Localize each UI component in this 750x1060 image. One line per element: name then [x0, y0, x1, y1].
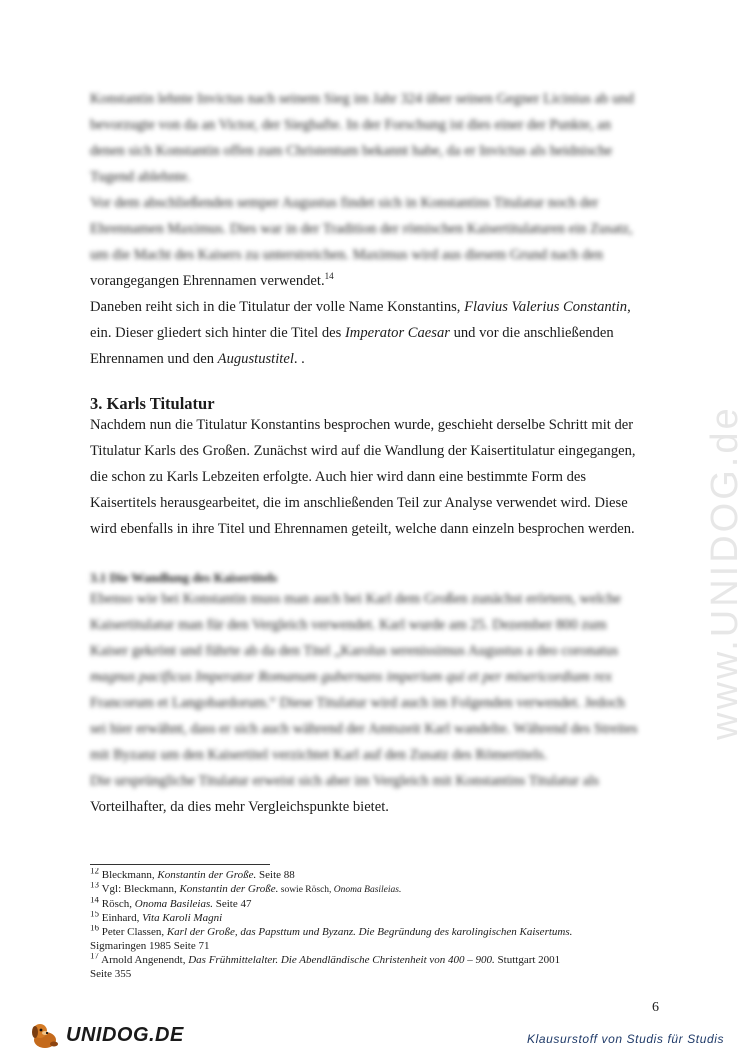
- blurred-line: denen sich Konstantin offen zum Christentum bekannt habe, da er Invictus als heidnische: [90, 143, 613, 159]
- text-span: ein. Dieser gliedert sich hinter die Titel des: [90, 325, 345, 341]
- blurred-subsection-body: [90, 586, 660, 820]
- italic-span: Onoma Basileias.: [134, 898, 213, 910]
- tagline: Klausurstoff von Studis für Studis: [527, 1032, 725, 1046]
- footnote: [90, 897, 680, 911]
- blurred-line: Kaiser gekrönt und führte ab da den Titel „Karolus serenissimus Augustus a deo coronatus: [90, 643, 619, 659]
- blurred-line: Kaisertitulatur man für den Vergleich verwendet. Karl wurde am 25. Dezember 800 zum: [90, 617, 607, 633]
- text-span: Seite 355: [90, 968, 132, 980]
- blurred-line: bevorzugte von da an Victor, der Siegbafte. In der Forschung ist dies einer der Punkte, an: [90, 117, 612, 133]
- text-span: Ehrennamen und den: [90, 351, 218, 367]
- section-heading: 3. Karls Titulatur: [90, 394, 215, 413]
- footnote-divider: [90, 864, 270, 865]
- blurred-line: sei hier erwähnt, dass er sich auch während der Amtszeit Karl wandelte. Während des Streites: [90, 721, 638, 737]
- footnote-number: 15: [90, 911, 99, 919]
- page-number: 6: [652, 1000, 659, 1015]
- italic-span: Konstantin der Große.: [157, 869, 257, 881]
- text-line: [90, 320, 660, 346]
- blurred-line: Tugend ablehnte.: [90, 169, 191, 185]
- subsection-heading: 3.1 Die Wandlung des Kaisertitels: [90, 570, 278, 585]
- text-span: Peter Classen,: [101, 926, 167, 938]
- text-line: [90, 294, 660, 320]
- italic-span: Karl der Große, das Papsttum und Byzanz. Die Begründung des karolingischen Kaisertums.: [166, 926, 573, 938]
- text-line: Vorteilhafter, da dies mehr Vergleichspunkte bietet.: [90, 799, 389, 815]
- footnote-number: 17: [90, 953, 99, 961]
- footnote: [90, 953, 680, 967]
- text-span: Stuttgart 2001: [494, 954, 561, 966]
- blurred-top-block: [90, 86, 660, 268]
- blurred-line: mit Byzanz um den Kaisertitel verzichtet Karl auf den Zusatz des Römertitels.: [90, 747, 548, 763]
- footnote: [90, 868, 680, 882]
- footnote-ref: 14: [324, 271, 334, 282]
- text-line: Nachdem nun die Titulatur Konstantins besprochen wurde, geschieht derselbe Schritt mit der: [90, 417, 634, 433]
- footnote-number: 12: [90, 868, 99, 876]
- footnote-number: 16: [90, 925, 99, 933]
- text-span: Daneben reiht sich in die Titulatur der volle Name Konstantins,: [90, 299, 465, 315]
- footnote: [90, 882, 680, 897]
- blurred-line: Francorum et Langobardorum.“ Diese Titulatur wird auch im Folgenden verwendet. Jedoch: [90, 695, 625, 711]
- italic-span: Vita Karoli Magni: [142, 912, 223, 924]
- footnote-number: 13: [90, 882, 99, 890]
- blurred-line: magnus pacificus Imperator Romanum gubernans imperium qui et per misericordiam rex: [90, 669, 612, 685]
- text-line: Kaisertitels herausgearbeitet, die im anschließenden Teil zur Analyse verwendet wird. Diese: [90, 495, 628, 511]
- text-span: Arnold Angenendt,: [101, 954, 189, 966]
- footnote-continuation: [90, 967, 680, 981]
- italic-span: Das Frühmittelalter. Die Abendländische Christenheit von 400 – 900.: [188, 954, 495, 966]
- footnote-number: 14: [90, 897, 99, 905]
- blurred-line: Konstantin lehnte Invictus nach seinem Sieg im Jahr 324 über seinen Gegner Licinius ab und: [90, 91, 634, 107]
- text-span: ,: [627, 299, 631, 315]
- text-span: Bleckmann,: [101, 869, 158, 881]
- italic-span: Flavius Valerius Constantin: [464, 299, 628, 315]
- footnote-continuation: [90, 939, 680, 953]
- blurred-line: um die Macht des Kaisers zu unterstreichen. Maximus wird aus diesem Grund nach den: [90, 247, 604, 263]
- footnote: [90, 911, 680, 925]
- italic-span: Konstantin der Große.: [179, 883, 279, 895]
- text-span: Einhard,: [101, 912, 143, 924]
- text-span: vorangegangen Ehrennamen verwendet.: [90, 273, 325, 289]
- blurred-line: Ebenso wie bei Konstantin muss man auch bei Karl dem Großen zunächst erörtern, welche: [90, 591, 621, 607]
- dog-icon: [28, 1020, 62, 1050]
- text-line: [90, 268, 660, 294]
- blurred-line: Vor dem abschließenden semper Augustus findet sich in Konstantins Titulatur noch der: [90, 195, 599, 211]
- footnotes: [90, 868, 680, 981]
- italic-span: Augustustitel: [217, 351, 294, 367]
- italic-span: Onoma Basileias.: [333, 885, 402, 895]
- italic-span: Imperator Caesar: [344, 325, 450, 341]
- text-span: sowie Rösch,: [278, 885, 334, 895]
- blurred-line: Die ursprüngliche Titulatur erweist sich aber im Vergleich mit Konstantins Titulatur als: [90, 773, 599, 789]
- section-3-body: [90, 412, 660, 536]
- text-span: Seite 47: [212, 898, 252, 910]
- text-line: die schon zu Karls Lebzeiten erfolgte. Auch hier wird dann eine bestimmte Form des: [90, 469, 587, 485]
- footnote: [90, 925, 680, 939]
- text-line: Titulatur Karls des Großen. Zunächst wird auf die Wandlung der Kaisertitulatur eingegangen,: [90, 443, 636, 459]
- text-span: Seite 88: [256, 869, 295, 881]
- text-line: [90, 346, 660, 372]
- unidog-logo: [28, 1020, 184, 1050]
- text-line: wird ebenfalls in ihre Titel und Ehrennamen geteilt, welche dann einzeln besprochen werden.: [90, 521, 635, 536]
- logo-text: UNIDOG.DE: [66, 1023, 184, 1046]
- paragraph-constantin-name: [90, 268, 660, 372]
- text-span: Vgl: Bleckmann,: [101, 883, 180, 895]
- watermark: www.UNIDOG.de: [704, 405, 746, 740]
- blurred-line: Ehrennamen Maximus. Dies war in der Tradition der römischen Kaisertitulaturen ein Zusatz,: [90, 221, 633, 237]
- text-span: . .: [293, 351, 305, 367]
- text-span: Sigmaringen 1985 Seite 71: [90, 940, 210, 952]
- text-span: Rösch,: [101, 898, 135, 910]
- text-span: und vor die anschließenden: [449, 325, 614, 341]
